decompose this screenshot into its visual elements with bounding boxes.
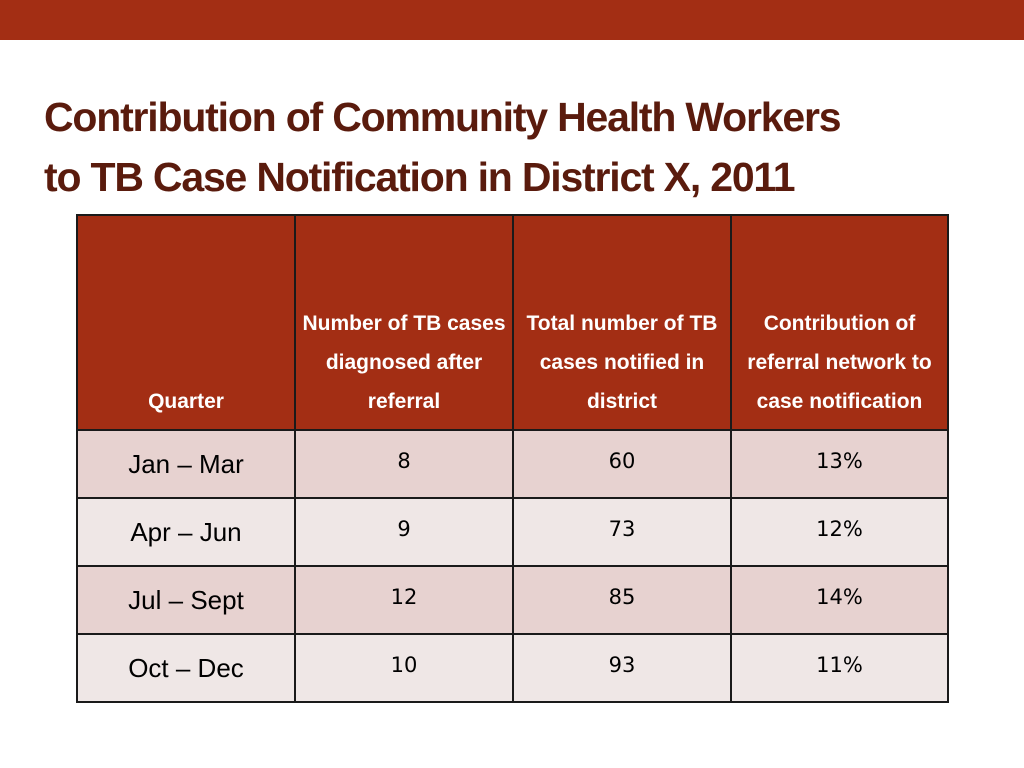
slide-title [44, 87, 1004, 207]
cell-quarter: Apr – Jun [77, 498, 295, 566]
table-body [77, 430, 948, 702]
table-row [77, 498, 948, 566]
cell-total: 60 [513, 430, 731, 498]
cell-total: 73 [513, 498, 731, 566]
cell-quarter: Jan – Mar [77, 430, 295, 498]
header-total-notified: Total number of TB cases notified in district [513, 215, 731, 430]
cell-diagnosed: 9 [295, 498, 513, 566]
top-accent-bar [0, 0, 1024, 40]
slide-title-line-1: Contribution of Community Health Workers [44, 94, 841, 140]
cell-contribution: 11% [731, 634, 948, 702]
header-contribution: Contribution of referral network to case notification [731, 215, 948, 430]
cell-diagnosed: 8 [295, 430, 513, 498]
cell-total: 93 [513, 634, 731, 702]
table-header [77, 215, 948, 430]
header-row [77, 215, 948, 430]
cell-quarter: Jul – Sept [77, 566, 295, 634]
header-cases-diagnosed: Number of TB cases diagnosed after referral [295, 215, 513, 430]
table-row [77, 566, 948, 634]
cell-diagnosed: 10 [295, 634, 513, 702]
header-quarter: Quarter [77, 215, 295, 430]
table-row [77, 634, 948, 702]
slide-title-line-2: to TB Case Notification in District X, 2011 [44, 154, 795, 200]
tb-notification-table [76, 214, 949, 703]
cell-contribution: 14% [731, 566, 948, 634]
cell-contribution: 13% [731, 430, 948, 498]
cell-quarter: Oct – Dec [77, 634, 295, 702]
cell-diagnosed: 12 [295, 566, 513, 634]
cell-total: 85 [513, 566, 731, 634]
table-row [77, 430, 948, 498]
cell-contribution: 12% [731, 498, 948, 566]
